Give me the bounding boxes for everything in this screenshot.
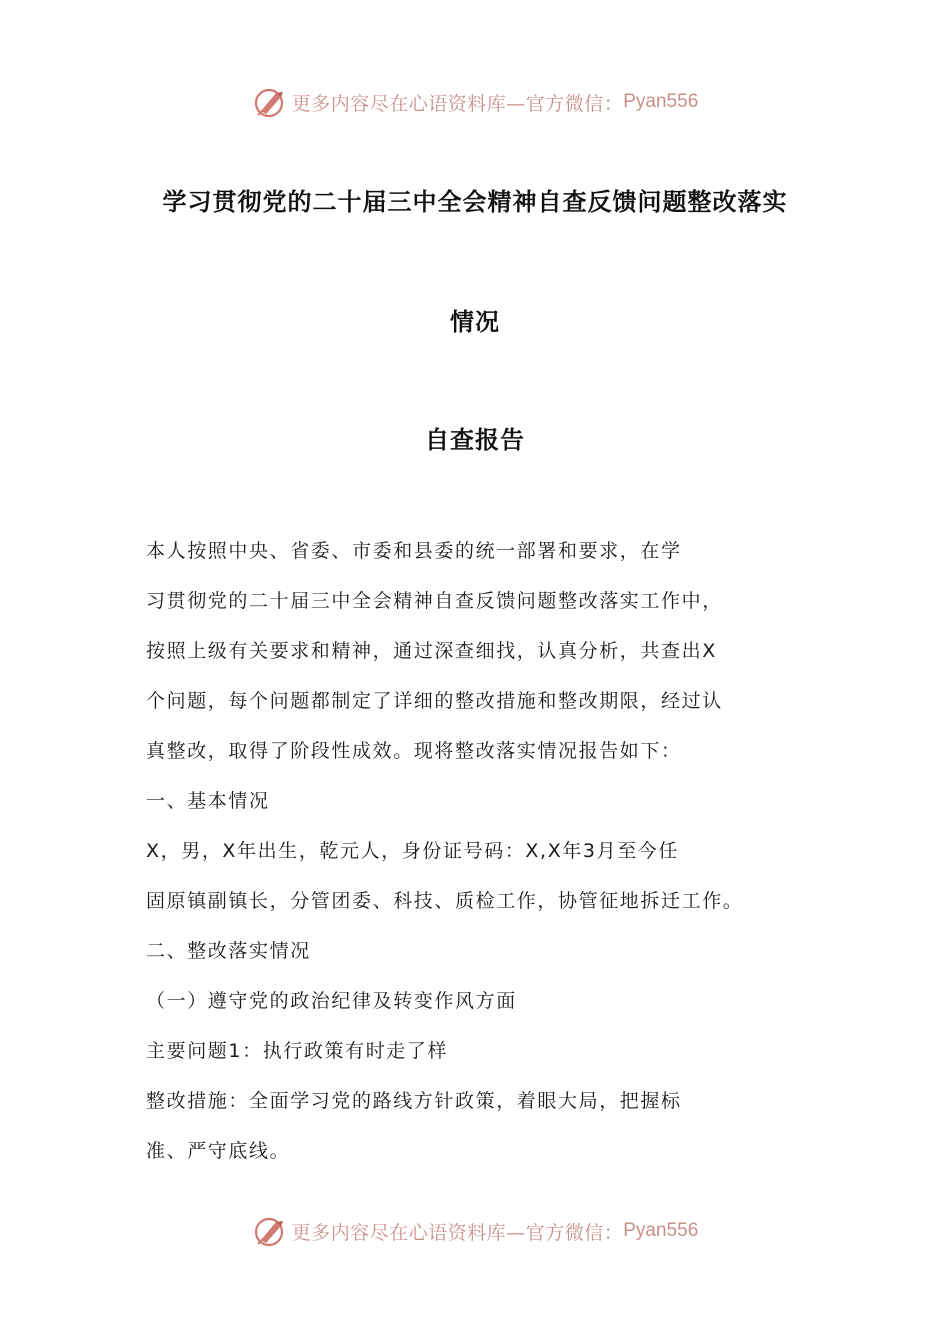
body-line: 按照上级有关要求和精神，通过深查细找，认真分析，共查出X [146,640,717,662]
subsection-heading: （一）遵守党的政治纪律及转变作风方面 [146,990,517,1012]
body-line: 真整改，取得了阶段性成效。现将整改落实情况报告如下： [146,740,682,762]
watermark-text: 更多内容尽在心语资料库—官方微信： [291,1221,624,1244]
watermark-handle: Pyan556 [623,91,699,112]
body-line: 整改措施：全面学习党的路线方针政策，着眼大局，把握标 [146,1090,682,1112]
body-line: 固原镇副镇长，分管团委、科技、质检工作，协管征地拆迁工作。 [146,890,744,912]
body-line: 习贯彻党的二十届三中全会精神自查反馈问题整改落实工作中， [146,590,723,612]
body-line: X，男，X年出生，乾元人，身份证号码：X,X年3月至今任 [146,840,679,862]
watermark-header [0,82,950,122]
body-line: 本人按照中央、省委、市委和县委的统一部署和要求，在学 [146,540,682,562]
body-line: 准、严守底线。 [146,1140,291,1162]
pen-logo-icon [252,84,288,120]
section-heading: 一、基本情况 [146,790,270,812]
watermark-footer [0,1211,950,1251]
pen-logo-icon [252,1213,288,1249]
body-line: 主要问题1：执行政策有时走了样 [146,1040,449,1062]
watermark-text: 更多内容尽在心语资料库—官方微信： [291,92,624,115]
document-title-line-1: 学习贯彻党的二十届三中全会精神自查反馈问题整改落实 [162,188,788,216]
body-line: 个问题，每个问题都制定了详细的整改措施和整改期限，经过认 [146,690,723,712]
document-title-line-2: 情况 [450,308,500,336]
section-heading: 二、整改落实情况 [146,940,311,962]
document-subtitle: 自查报告 [425,426,525,454]
document-body [146,534,846,1184]
watermark-handle: Pyan556 [623,1220,699,1241]
